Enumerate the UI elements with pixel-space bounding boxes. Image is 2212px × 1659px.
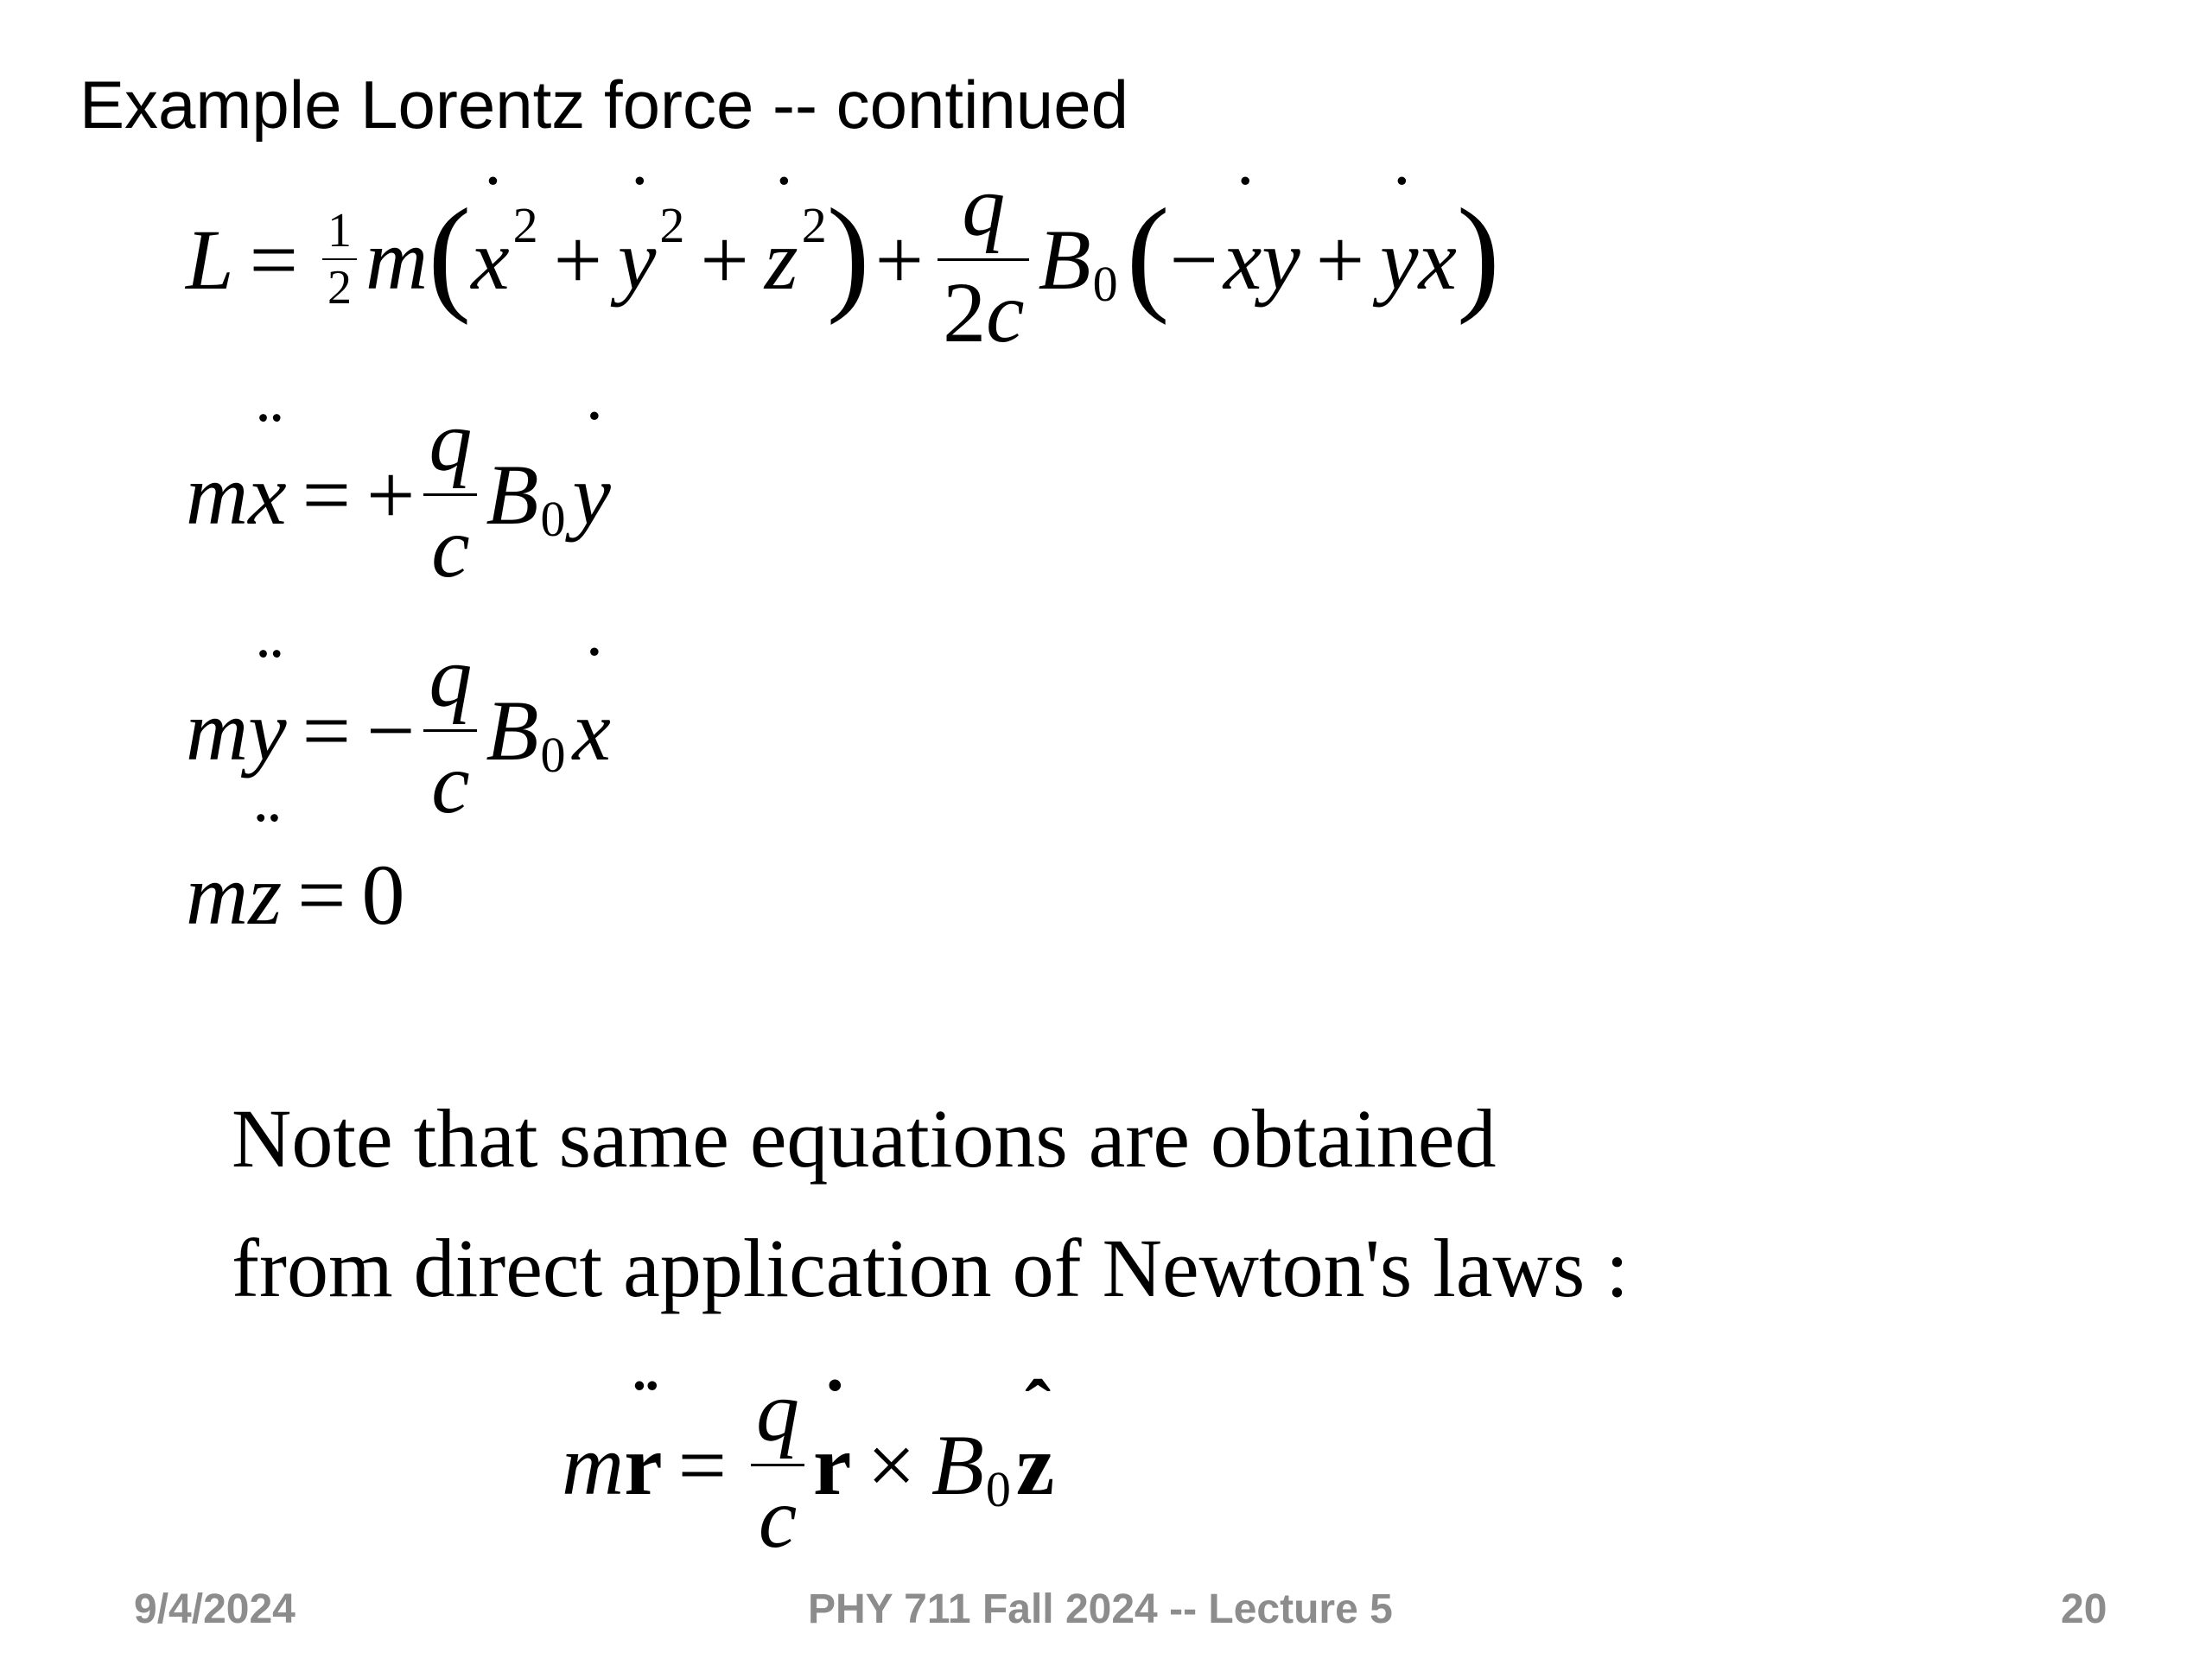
footer-date: 9/4/2024 <box>134 1586 296 1632</box>
equation-of-motion-y: m y ¨ = − $\frac{q}{c}$ B 0 x ˙ <box>186 635 611 825</box>
note-line-1: Note that same equations are obtained <box>232 1092 1497 1185</box>
equation-of-motion-z: m z ¨ = 0 <box>186 842 405 946</box>
footer-course: PHY 711 Fall 2024 -- Lecture 5 <box>808 1586 1393 1632</box>
newton-vector-equation: m r ¨ = $\frac{q}{c}$ r ˙ × B 0 z ˆ <box>562 1370 1054 1560</box>
footer-page-number: 20 <box>2061 1586 2107 1632</box>
slide-title: Example Lorentz force -- continued <box>79 67 1128 143</box>
lagrangian-equation: L = $\frac{1}{2}$ m ( x ˙ 2 + y ˙ 2 + z ˙ 2 ) + $\frac{q}{2c}$ B 0 ( − x ˙ y + y ˙ x ) <box>186 168 1500 350</box>
note-line-2: from direct application of Newton's laws : <box>232 1222 1629 1314</box>
equation-of-motion-x: m x ¨ = + $\frac{q}{c}$ B 0 y ˙ <box>186 399 611 589</box>
